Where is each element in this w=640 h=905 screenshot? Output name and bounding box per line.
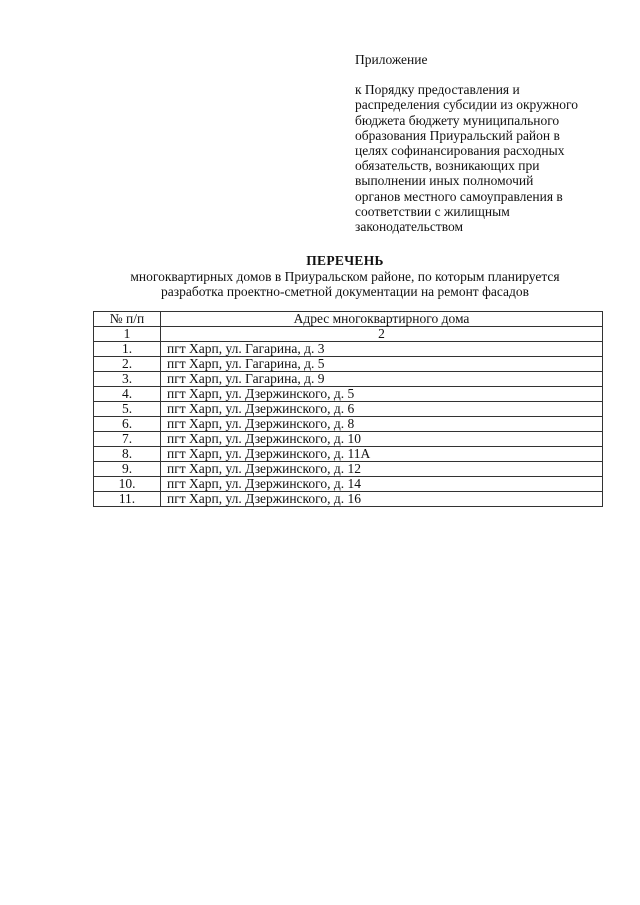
- table-row: [94, 432, 603, 447]
- row-address: пгт Харп, ул. Дзержинского, д. 14: [161, 477, 603, 492]
- table-header-row: [94, 312, 603, 327]
- table-row: [94, 462, 603, 477]
- table-row: [94, 342, 603, 357]
- row-number: 5.: [94, 402, 161, 417]
- row-address: пгт Харп, ул. Дзержинского, д. 10: [161, 432, 603, 447]
- document-subtitle-line: многоквартирных домов в Приуральском районе, по которым планируется: [130, 268, 560, 284]
- table-row: [94, 372, 603, 387]
- appendix-line: обязательств, возникающих при: [355, 158, 540, 174]
- document-subtitle-line: разработка проектно-сметной документации на ремонт фасадов: [161, 284, 529, 299]
- document-title: ПЕРЕЧЕНЬ: [306, 253, 384, 268]
- appendix-line: органов местного самоуправления в: [355, 188, 563, 204]
- row-address: пгт Харп, ул. Дзержинского, д. 6: [161, 402, 603, 417]
- document-heading: [80, 253, 610, 300]
- appendix-line: распределения субсидии из окружного: [355, 97, 578, 113]
- appendix-line: к Порядку предоставления и: [355, 82, 520, 98]
- row-number: 10.: [94, 477, 161, 492]
- table-row: [94, 357, 603, 372]
- row-number: 6.: [94, 417, 161, 432]
- table-row: [94, 447, 603, 462]
- table-row: [94, 417, 603, 432]
- row-number: 8.: [94, 447, 161, 462]
- column-number: 2: [161, 327, 603, 342]
- row-address: пгт Харп, ул. Гагарина, д. 3: [161, 342, 603, 357]
- row-address: пгт Харп, ул. Гагарина, д. 5: [161, 357, 603, 372]
- row-number: 4.: [94, 387, 161, 402]
- row-address: пгт Харп, ул. Дзержинского, д. 12: [161, 462, 603, 477]
- houses-table: [93, 311, 603, 507]
- column-number: 1: [94, 327, 161, 342]
- row-number: 2.: [94, 357, 161, 372]
- appendix-title: Приложение: [355, 52, 428, 67]
- row-number: 9.: [94, 462, 161, 477]
- appendix-line: бюджета бюджету муниципального: [355, 112, 560, 128]
- table-row: [94, 492, 603, 507]
- row-number: 7.: [94, 432, 161, 447]
- table-row: [94, 477, 603, 492]
- row-address: пгт Харп, ул. Дзержинского, д. 8: [161, 417, 603, 432]
- row-address: пгт Харп, ул. Дзержинского, д. 16: [161, 492, 603, 507]
- column-numbers-row: [94, 327, 603, 342]
- table-row: [94, 387, 603, 402]
- column-header-number: № п/п: [94, 312, 161, 327]
- table-row: [94, 402, 603, 417]
- appendix-block: [355, 52, 615, 234]
- column-header-address: Адрес многоквартирного дома: [161, 312, 603, 327]
- appendix-line: целях софинансирования расходных: [355, 143, 565, 159]
- row-number: 11.: [94, 492, 161, 507]
- appendix-line: образования Приуральский район в: [355, 127, 560, 143]
- appendix-line: выполнении иных полномочий: [355, 173, 534, 189]
- appendix-line: законодательством: [355, 219, 464, 235]
- row-number: 1.: [94, 342, 161, 357]
- row-address: пгт Харп, ул. Дзержинского, д. 11А: [161, 447, 603, 462]
- row-address: пгт Харп, ул. Дзержинского, д. 5: [161, 387, 603, 402]
- row-number: 3.: [94, 372, 161, 387]
- row-address: пгт Харп, ул. Гагарина, д. 9: [161, 372, 603, 387]
- appendix-line: соответствии с жилищным: [355, 203, 510, 219]
